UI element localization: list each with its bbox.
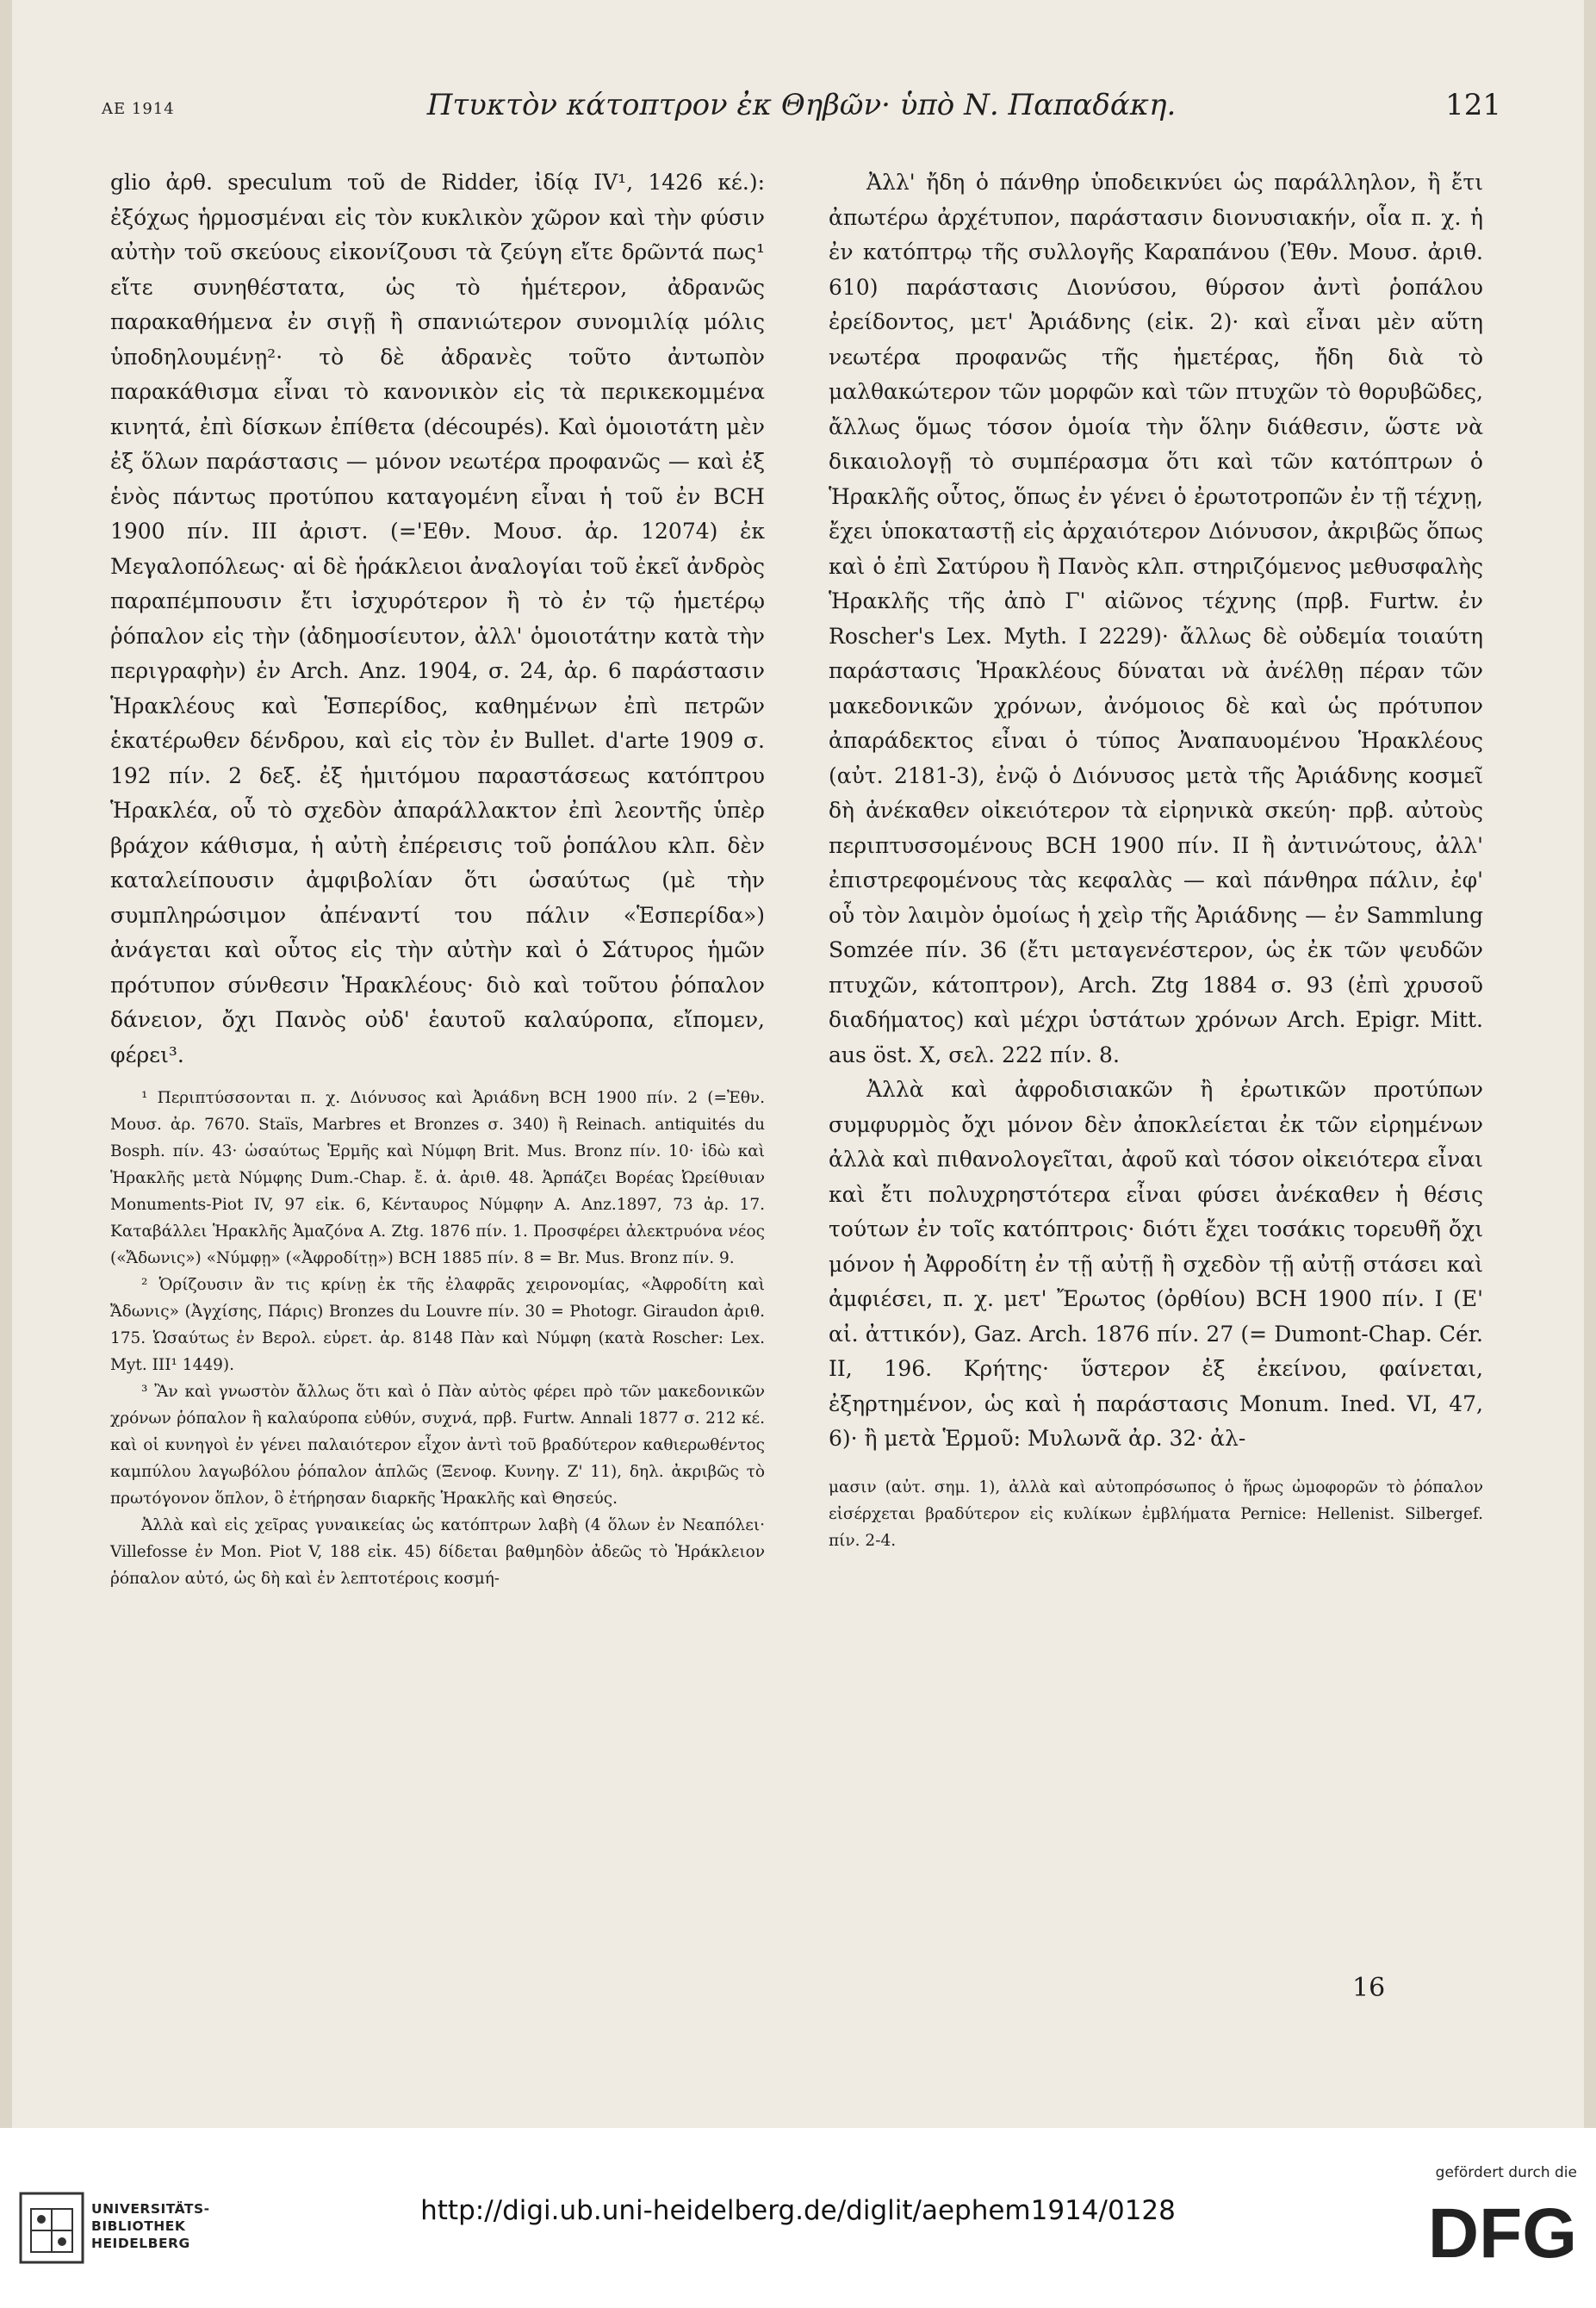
funder-logo-text: DFG <box>1427 2199 1577 2268</box>
right-footnote-continuation <box>829 1474 1483 1554</box>
right-paragraph-1: Ἀλλ' ἤδη ὁ πάνθηρ ὑποδεικνύει ὡς παράλληλον, ἢ ἔτι ἀπωτέρω ἀρχέτυπον, παράστασιν διονυσιακήν, οἷα π. χ. ἡ ἐν κατόπτρῳ τῆς συλλογῆς Καραπάνου (Ἐθν. Μουσ. ἀριθ. 610) παράστασις Διονύσου, θύρσον ἀντὶ ῥοπάλου ἐρείδοντος, μετ' Ἀριάδνης (εἰκ. 2)· καὶ εἶναι μὲν αὕτη νεωτέρα προφανῶς τῆς ἡμετέρας, ἤδη διὰ τὸ μαλθακώτερον τῶν μορφῶν καὶ τῶν πτυχῶν τὸ θορυβῶδες, ἄλλως ὅμως τόσον ὁμοία τὴν ὅλην διάθεσιν, ὥστε νὰ δικαιολογῇ τὸ συμπέρασμα ὅτι καὶ τῶν κατόπτρων ὁ Ἡρακλῆς οὗτος, ὅπως ἐν γένει ὁ ἐρωτοτροπῶν ἐν τῇ τέχνῃ, ἔχει ὑποκαταστῇ εἰς ἀρχαιότερον Διόνυσον, ἀκριβῶς ὅπως καὶ ὁ ἐπὶ Σατύρου ἢ Πανὸς κλπ. στηριζόμενος μεθυσφαλὴς Ἡρακλῆς τῆς ἀπὸ Γ' αἰῶνος τέχνης (πρβ. Furtw. ἐν Roscher's Lex. Myth. I 2229)· ἄλλως δὲ οὐδεμία τοιαύτη παράστασις Ἡρακλέους δύναται νὰ ἀνέλθῃ πέραν τῶν μακεδονικῶν χρόνων, ἀνόμοιος δὲ καὶ ὡς πρότυπον ἀπαράδεκτος εἶναι ὁ τύπος Ἀναπαυομένου Ἡρακλέους (αὐτ. 2181-3), ἐνῷ ὁ Διόνυσος μετὰ τῆς Ἀριάδνης κοσμεῖ δὴ ἀνέκαθεν οἰκειότερον τὰ εἰρηνικὰ σκεύη· πρβ. αὐτοὺς περιπτυσσομένους BCH 1900 πίν. II ἢ ἀντινώτους, ἀλλ' ἐπιστρεφομένους τὰς κεφαλὰς — καὶ πάνθηρα πάλιν, ἐφ' οὗ τὸν λαιμὸν ὁμοίως ἡ χεὶρ τῆς Ἀριάδνης — ἐν Sammlung Somzée πίν. 36 (ἔτι μεταγενέστερον, ὡς ἐκ τῶν ψευδῶν πτυχῶν, κάτοπτρον), Arch. Ztg 1884 σ. 93 (ἐπὶ χρυσοῦ διαδήματος) καὶ μέχρι ὑστάτων χρόνων Arch. Epigr. Mitt. aus öst. X, σελ. 222 πίν. 8. <box>829 170 1483 1067</box>
running-title: Πτυκτὸν κάτοπτρον ἐκ Θηβῶν· ὑπὸ Ν. Παπαδάκη. <box>426 88 1177 122</box>
dfg-funding <box>1388 2164 1577 2293</box>
footnote-3-continued: Ἀλλὰ καὶ εἰς χεῖρας γυναικείας ὡς κατόπτρων λαβὴ (4 ὅλων ἐν Νεαπόλει· Villefosse ἐν Mon. Piot V, 188 εἰκ. 45) δίδεται βαθμηδὸν ἀδεῶς τὸ Ἡράκλειον ῥόπαλον αὐτό, ὡς δὴ καὶ ἐν λεπτοτέροις κοσμή- <box>110 1516 765 1588</box>
right-body <box>829 165 1483 1457</box>
right-paragraph-2: Ἀλλὰ καὶ ἀφροδισιακῶν ἢ ἐρωτικῶν προτύπων συμφυρμὸς ὄχι μόνον δὲν ἀποκλείεται ἐκ τῶν εἰρημένων ἀλλὰ καὶ πιθανολογεῖται, ἀφοῦ καὶ τόσον οἰκειότερα εἶναι καὶ ἔτι πολυχρηστότερα εἶναι φύσει ἀνέκαθεν ἡ θέσις τούτων ἐν τοῖς κατόπτροις· διότι ἔχει τοσάκις τορευθῆ ὄχι μόνον ἡ Ἀφροδίτη ἐν τῇ αὐτῇ ἢ σχεδὸν τῇ αὐτῇ στάσει καὶ ἀμφιέσει, π. χ. μετ' Ἔρωτος (ὀρθίου) BCH 1900 πίν. I (Ε' αἰ. ἀττικόν), Gaz. Arch. 1876 πίν. 27 (= Dumont-Chap. Cér. II, 196. Κρήτης· ὕστερον ἐξ ἐκείνου, φαίνεται, ἐξηρτημένον, ὡς καὶ ἡ παράστασις Monum. Ined. VI, 47, 6)· ἢ μετὰ Ἑρμοῦ: Μυλωνᾶ ἀρ. 32· ἀλ- <box>829 1077 1483 1451</box>
running-header <box>102 86 1501 129</box>
permalink-url[interactable]: http://digi.ub.uni-heidelberg.de/diglit/aephem1914/0128 <box>420 2195 1176 2226</box>
left-column <box>110 165 765 1592</box>
footnote-continuation: μασιν (αὐτ. σημ. 1), ἀλλὰ καὶ αὐτοπρόσωπος ὁ ἥρως ὠμοφορῶν τὸ ῥόπαλον εἰσέρχεται βραδύτερον εἰς κυλίκων ἐμβλήματα Pernice: Hellenist. Silbergef. πίν. 2-4. <box>829 1477 1483 1550</box>
dfg-logo-icon <box>1405 2199 1577 2268</box>
left-body <box>110 165 765 1073</box>
digitization-footer <box>0 2128 1596 2308</box>
library-line-3: HEIDELBERG <box>91 2236 190 2251</box>
scan-edge-right <box>1584 0 1596 2128</box>
signature-mark: 16 <box>1352 1973 1386 2003</box>
footnote-2: ² Ὁρίζουσιν ἂν τις κρίνῃ ἐκ τῆς ἐλαφρᾶς χειρονομίας, «Ἀφροδίτη καὶ Ἄδωνις» (Ἀγχίσης, Πάρις) Bronzes du Louvre πίν. 30 = Photogr. Giraudon ἀριθ. 175. Ὡσαύτως ἐν Βερολ. εὑρετ. ἀρ. 8148 Πὰν καὶ Νύμφη (κατὰ Roscher: Lex. Myt. III¹ 1449). <box>110 1276 765 1374</box>
journal-code: ΑΕ 1914 <box>102 100 175 118</box>
library-line-1: UNIVERSITÄTS- <box>91 2201 210 2217</box>
footnote-1: ¹ Περιπτύσσονται π. χ. Διόνυσος καὶ Ἀριάδνη BCH 1900 πίν. 2 (=Ἐθν. Μουσ. ἀρ. 7670. Staïs, Marbres et Bronzes σ. 340) ἢ Reinach. antiquités du Bosph. πίν. 43· ὡσαύτως Ἑρμῆς καὶ Νύμφη Brit. Mus. Bronz πίν. 10· ἰδὼ καὶ Ἡρακλῆς μετὰ Νύμφης Dum.-Chap. ἔ. ἀ. ἀριθ. 48. Ἁρπάζει Βορέας Ὠρείθυιαν Monuments-Piot IV, 97 εἰκ. 6, Κένταυρος Νύμφην A. Anz.1897, 73 ἀρ. 17. Καταβάλλει Ἡρακλῆς Ἀμαζόνα A. Ztg. 1876 πίν. 1. Προσφέρει ἀλεκτρυόνα νέος («Ἄδωνις») «Νύμφῃ» («Ἀφροδίτῃ») BCH 1885 πίν. 8 = Br. Mus. Bronz πίν. 9. <box>110 1089 765 1267</box>
library-line-2: BIBLIOTHEK <box>91 2218 186 2234</box>
page-number: 121 <box>1445 88 1501 122</box>
right-column <box>829 165 1483 1554</box>
left-paragraph-1: glio ἀρθ. speculum τοῦ de Ridder, ἰδίᾳ IV¹, 1426 κέ.): ἐξόχως ἡρμοσμέναι εἰς τὸν κυκλικὸν χῶρον καὶ τὴν φύσιν αὐτὴν τοῦ σκεύους εἰκονίζουσι τὰ ζεύγη εἴτε δρῶντά πως¹ εἴτε συνηθέστατα, ὡς τὸ ἡμέτερον, ἀδρανῶς παρακαθήμενα ἐν σιγῇ ἢ σπανιώτερον συνομιλίᾳ μόλις ὑποδηλουμένῃ²· τὸ δὲ ἀδρανὲς τοῦτο ἀντωπὸν παρακάθισμα εἶναι τὸ κανονικὸν εἰς τὰ περικεκομμένα κινητά, ἐπὶ δίσκων ἐπίθετα (découpés). Καὶ ὁμοιοτάτη μὲν ἐξ ὅλων παράστασις — μόνον νεωτέρα προφανῶς — καὶ ἐξ ἑνὸς πάντως προτύπου καταγομένη εἶναι ἡ τοῦ ἐν BCH 1900 πίν. III ἀριστ. (='Εθν. Μουσ. ἀρ. 12074) ἐκ Μεγαλοπόλεως· αἱ δὲ ἡράκλειοι ἀναλογίαι τοῦ ἐκεῖ ἀνδρὸς παραπέμπουσιν ἔτι ἰσχυρότερον ἢ τὸ ἐν τῷ ἡμετέρῳ ῥόπαλον εἰς τὴν (ἀδημοσίευτον, ἀλλ' ὁμοιοτάτην κατὰ τὴν περιγραφὴν) ἐν Arch. Anz. 1904, σ. 24, ἀρ. 6 παράστασιν Ἡρακλέους καὶ Ἑσπερίδος, καθημένων ἐπὶ πετρῶν ἑκατέρωθεν δένδρου, καὶ εἰς τὸν ἐν Bullet. d'arte 1909 σ. 192 πίν. 2 δεξ. ἐξ ἡμιτόμου παραστάσεως κατόπτρου Ἡρακλέα, οὗ τὸ σχεδὸν ἀπαράλλακτον ἐπὶ λεοντῆς ὑπὲρ βράχον κάθισμα, ἡ αὐτὴ ἐπέρεισις τοῦ ῥοπάλου κλπ. δὲν καταλείπουσιν ἀμφιβολίαν ὅτι ὡσαύτως (μὲ τὴν συμπληρώσιμον ἀπέναντί του πάλιν «Ἑσπερίδα») ἀνάγεται καὶ οὗτος εἰς τὴν αὐτὴν καὶ ὁ Σάτυρος ἡμῶν πρότυπον σύνθεσιν Ἡρακλέους· διὸ καὶ τοῦτου ῥόπαλον δάνειον, ὄχι Πανὸς οὐδ' ἑαυτοῦ καλαύροπα, εἴπομεν, φέρει³. <box>110 170 765 1067</box>
footnote-3: ³ Ἂν καὶ γνωστὸν ἄλλως ὅτι καὶ ὁ Πὰν αὐτὸς φέρει πρὸ τῶν μακεδονικῶν χρόνων ῥόπαλον ἢ καλαύροπα εὐθύν, συχνά, πρβ. Furtw. Annali 1877 σ. 212 κέ. καὶ οἱ κυνηγοὶ ἐν γένει παλαιότερον εἶχον ἀντὶ τοῦ βραδύτερον καθιερωθέντος καμπύλου λαγωβόλου ῥόπαλον ἁπλῶς (Ξενοφ. Κυνηγ. Ζ' 11), δηλ. ἀκριβῶς τὸ πρωτόγονον ὅπλον, ὃ ἐτήρησαν διαρκῆς Ἡρακλῆς καὶ Θησεύς. <box>110 1383 765 1508</box>
scan-edge-left <box>0 0 12 2128</box>
left-footnotes <box>110 1085 765 1592</box>
funding-caption: gefördert durch die <box>1435 2164 1577 2181</box>
